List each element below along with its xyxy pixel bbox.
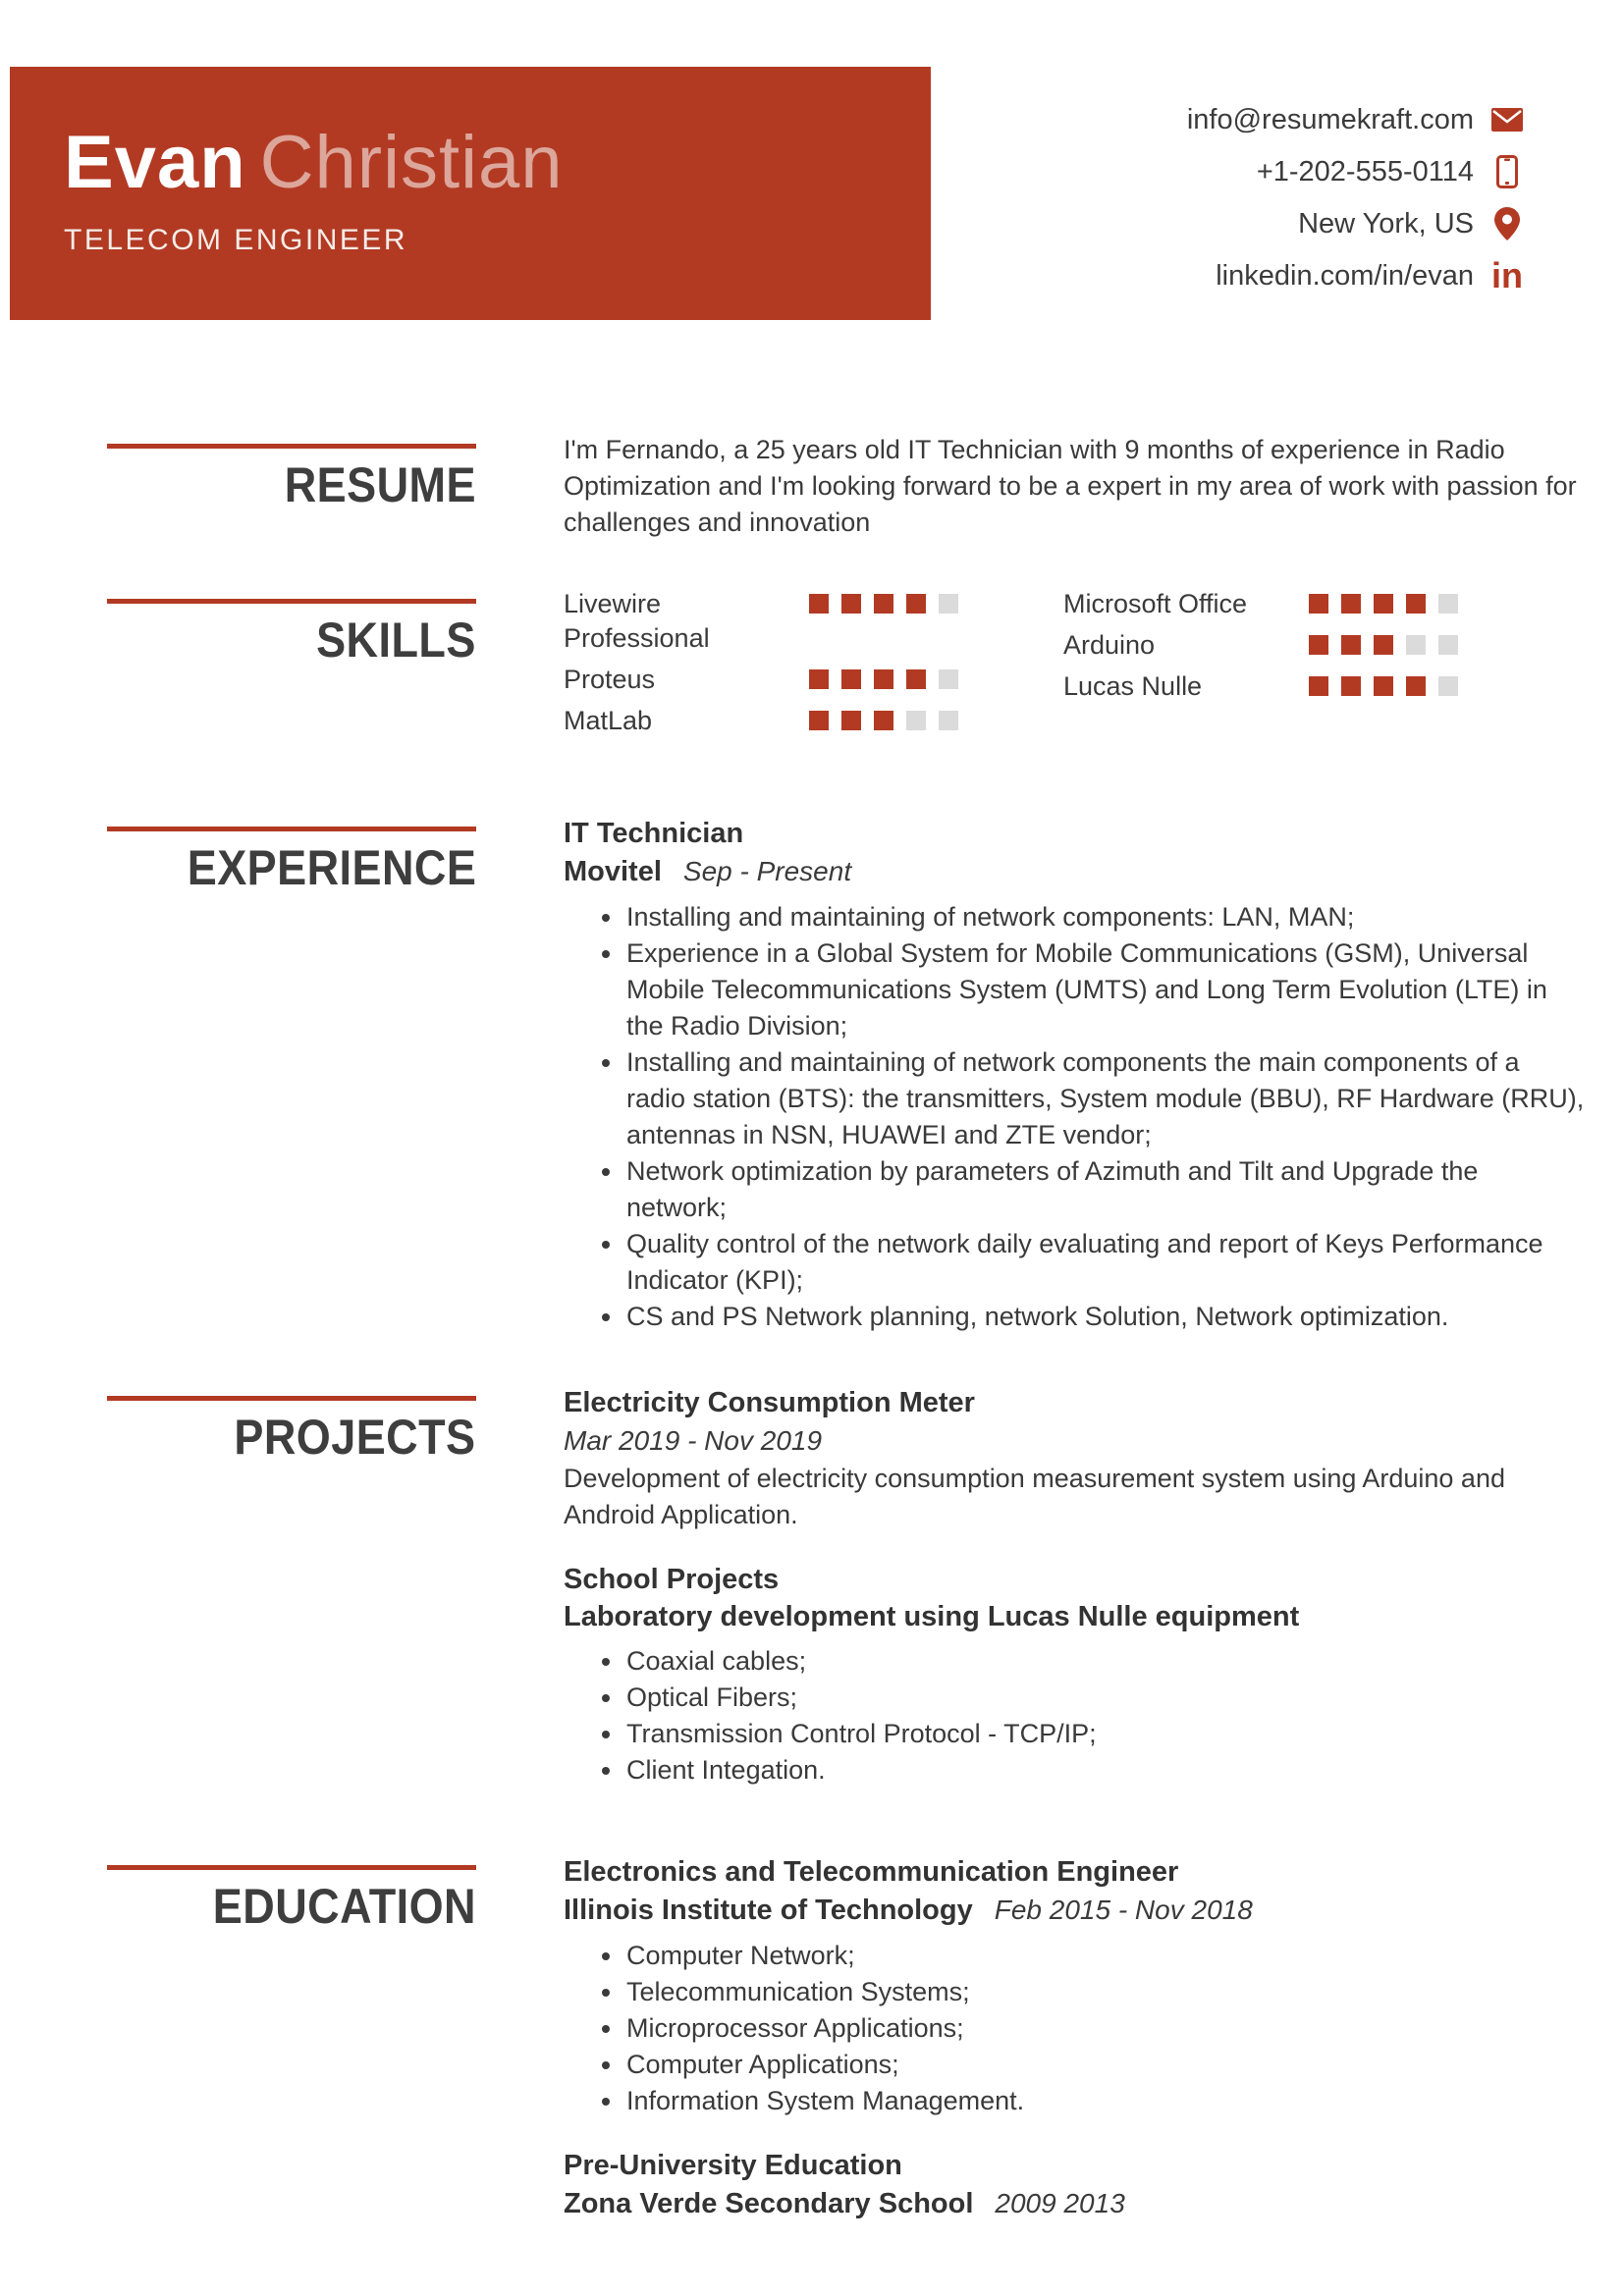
- bullet-item: • Transmission Control Protocol - TCP/IP;: [624, 1716, 1585, 1752]
- experience-job-title: IT Technician: [564, 818, 744, 849]
- skill-level-indicator: [809, 594, 958, 614]
- email-text: info@resumekraft.com: [1186, 103, 1474, 135]
- section-divider: [107, 1865, 476, 1870]
- location-text: New York, US: [1298, 207, 1474, 240]
- experience-dates: Sep - Present: [682, 856, 852, 886]
- skill-square-empty: [939, 669, 958, 689]
- section-projects-heading-block: [0, 1384, 476, 1789]
- skill-square-empty: [1438, 676, 1458, 696]
- section-education: [0, 1853, 1623, 2223]
- skill-square-filled: [1406, 676, 1426, 696]
- skill-square-filled: [874, 594, 893, 614]
- section-education-heading-block: [0, 1853, 476, 2223]
- pre-university-school-line: [564, 2184, 1585, 2223]
- skill-square-empty: [939, 711, 958, 730]
- last-name: Christian: [259, 121, 564, 204]
- pre-university-dates: 2009 2013: [995, 2188, 1125, 2218]
- skill-square-filled: [841, 711, 861, 730]
- section-skills: [0, 587, 1623, 745]
- skill-name: Lucas Nulle: [1063, 671, 1203, 701]
- section-heading-education: EDUCATION: [212, 1879, 476, 1934]
- skill-square-filled: [874, 669, 893, 689]
- skills-column-right: [1063, 587, 1458, 745]
- contact-phone-row: [1187, 154, 1525, 189]
- skill-square-filled: [841, 594, 861, 614]
- bullet-item: • Optical Fibers;: [624, 1680, 1585, 1716]
- linkedin-text: linkedin.com/in/evan: [1216, 259, 1474, 292]
- section-divider: [107, 827, 476, 831]
- project-item: [564, 1561, 1585, 1789]
- education-item: [564, 1853, 1585, 2119]
- project-subtitle: Laboratory development using Lucas Nulle equipment: [564, 1601, 1300, 1632]
- project-title: School Projects: [564, 1564, 780, 1595]
- section-divider: [107, 599, 476, 604]
- bullet-item: • Information System Management.: [624, 2083, 1585, 2119]
- skill-name: Proteus: [564, 665, 656, 694]
- project-title: Electricity Consumption Meter: [564, 1387, 975, 1418]
- project-dates: Mar 2019 - Nov 2019: [564, 1425, 823, 1456]
- skill-square-filled: [809, 669, 829, 689]
- skill-square-filled: [809, 594, 829, 614]
- bullet-item: • Network optimization by parameters of Azimuth and Tilt and Upgrade the network;: [624, 1153, 1585, 1226]
- skill-level-indicator: [1309, 676, 1458, 696]
- school-name: Zona Verde Secondary School: [564, 2188, 974, 2219]
- section-skills-heading-block: [0, 587, 476, 745]
- bullet-item: • Experience in a Global System for Mobile Communications (GSM), Universal Mobile Telecommunications System (UMTS) and Long Term Evolution (LTE) in the Radio Division;: [624, 935, 1585, 1044]
- job-title: TELECOM ENGINEER: [64, 224, 408, 256]
- phone-icon: [1489, 155, 1525, 188]
- education-dates: Feb 2015 - Nov 2018: [994, 1895, 1253, 1925]
- person-name: [64, 121, 931, 204]
- skill-square-empty: [939, 594, 958, 614]
- mail-icon: [1489, 108, 1525, 132]
- section-heading-experience: EXPERIENCE: [187, 840, 476, 895]
- bullet-item: • Telecommunication Systems;: [624, 1974, 1585, 2010]
- school-name: Illinois Institute of Technology: [564, 1895, 973, 1926]
- skill-square-filled: [874, 711, 893, 730]
- section-heading-projects: PROJECTS: [234, 1410, 476, 1465]
- skill-level-indicator: [809, 711, 958, 730]
- skills-grid: [564, 587, 1585, 745]
- skills-column-left: [564, 587, 958, 745]
- skill-level-indicator: [809, 669, 958, 689]
- education-bullets: [564, 1938, 1585, 2119]
- bullet-item: • Computer Applications;: [624, 2047, 1585, 2083]
- skill-name: Arduino: [1063, 630, 1156, 660]
- pre-university-title: Pre-University Education: [564, 2150, 902, 2181]
- skill-square-empty: [1438, 594, 1458, 614]
- degree-title: Electronics and Telecommunication Engineer: [564, 1856, 1179, 1888]
- contact-block: [1187, 102, 1525, 310]
- section-resume-heading-block: [0, 432, 476, 541]
- skill-square-filled: [906, 594, 926, 614]
- section-heading-resume: RESUME: [284, 457, 476, 512]
- section-heading-skills: SKILLS: [316, 613, 476, 667]
- bullet-item: • Computer Network;: [624, 1938, 1585, 1974]
- education-school-line: [564, 1891, 1585, 1930]
- skill-name: MatLab: [564, 706, 653, 735]
- contact-email-row: [1187, 102, 1525, 137]
- skill-square-filled: [1374, 635, 1393, 655]
- skill-row: [1063, 669, 1458, 704]
- section-divider: [107, 1396, 476, 1401]
- skill-square-empty: [1406, 635, 1426, 655]
- section-divider: [107, 444, 476, 449]
- section-projects: [0, 1384, 1623, 1789]
- skill-square-filled: [841, 669, 861, 689]
- phone-text: +1-202-555-0114: [1256, 155, 1474, 187]
- skill-square-filled: [1341, 635, 1361, 655]
- skill-square-filled: [1406, 594, 1426, 614]
- skill-square-filled: [1309, 676, 1328, 696]
- section-experience: [0, 815, 1623, 1335]
- bullet-item: • Quality control of the network daily evaluating and report of Keys Performance Indicator (KPI);: [624, 1226, 1585, 1299]
- skill-level-indicator: [1309, 594, 1458, 614]
- project-description: Development of electricity consumption measurement system using Arduino and Android Application.: [564, 1464, 1505, 1529]
- skill-row: [564, 587, 958, 656]
- skill-square-filled: [1374, 676, 1393, 696]
- section-experience-heading-block: [0, 815, 476, 1335]
- skill-name: Microsoft Office: [1063, 589, 1248, 618]
- contact-linkedin-row: [1187, 255, 1525, 295]
- skill-row: [1063, 587, 1458, 621]
- bullet-item: • Coaxial cables;: [624, 1643, 1585, 1680]
- skill-level-indicator: [1309, 635, 1458, 655]
- location-pin-icon: [1489, 207, 1525, 240]
- bullet-item: • CS and PS Network planning, network Solution, Network optimization.: [624, 1299, 1585, 1335]
- skill-square-filled: [906, 669, 926, 689]
- company-name: Movitel: [564, 856, 662, 887]
- skill-row: [1063, 628, 1458, 663]
- bullet-item: • Installing and maintaining of network components the main components of a radio station (BTS): the transmitters, System module (BBU), RF Hardware (RRU), antennas in NSN, HUAWEI and ZTE vendor;: [624, 1044, 1585, 1153]
- summary-text: I'm Fernando, a 25 years old IT Technician with 9 months of experience in Radio Optimization and I'm looking forward to be a expert in my area of work with passion for challenges and innovation: [564, 435, 1577, 537]
- skill-square-filled: [1309, 635, 1328, 655]
- skill-square-empty: [1438, 635, 1458, 655]
- section-resume: [0, 432, 1623, 541]
- linkedin-icon: in: [1491, 255, 1523, 295]
- experience-company-line: [564, 852, 1585, 891]
- skill-square-empty: [906, 711, 926, 730]
- skill-row: [564, 663, 958, 697]
- skill-square-filled: [1309, 594, 1328, 614]
- skill-name: Livewire Professional: [564, 589, 710, 653]
- bullet-item: • Client Integation.: [624, 1752, 1585, 1789]
- project-item: [564, 1384, 1585, 1533]
- first-name: Evan: [64, 121, 246, 204]
- project-bullets: [564, 1643, 1585, 1789]
- skill-square-filled: [1341, 676, 1361, 696]
- skill-square-filled: [1374, 594, 1393, 614]
- bullet-item: • Installing and maintaining of network components: LAN, MAN;: [624, 899, 1585, 935]
- contact-location-row: [1187, 206, 1525, 241]
- education-item: [564, 2147, 1585, 2223]
- skill-square-filled: [809, 711, 829, 730]
- skill-row: [564, 704, 958, 738]
- header-banner: [10, 67, 931, 320]
- skill-square-filled: [1341, 594, 1361, 614]
- experience-bullets: [564, 899, 1585, 1335]
- bullet-item: • Microprocessor Applications;: [624, 2010, 1585, 2047]
